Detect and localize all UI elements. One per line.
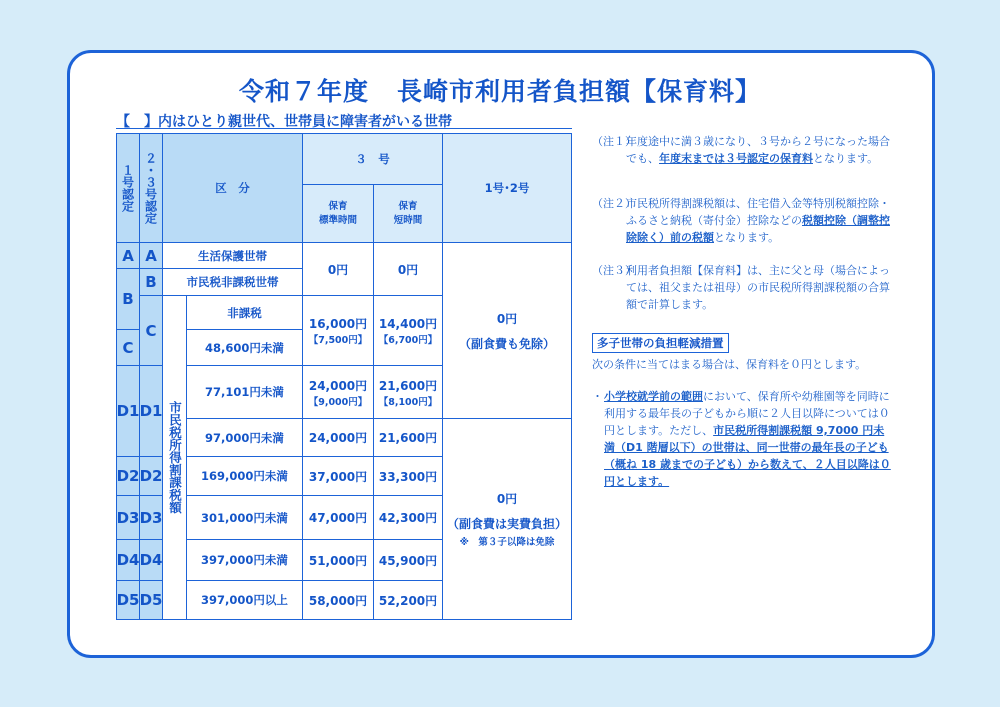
- category-cell: 397,000円以上: [186, 580, 303, 620]
- category-cell: 97,000円未満: [186, 418, 303, 457]
- subheading-underline: [116, 128, 572, 129]
- category-cell: 48,600円未満: [186, 329, 303, 366]
- fee-cell: 47,000円: [302, 495, 374, 540]
- fee-cell: 16,000円 【7,500円】: [302, 295, 374, 366]
- fee-cell: 33,300円: [373, 456, 443, 496]
- grade-cell: D2: [139, 456, 163, 496]
- multi-child-bullet: ・ 小学校就学前の範囲において、保育所や幼稚園等を同時に利用する最年長の子どもから順に２人目以降については０円とします。ただし、市民税所得割課税額 9,7000 円未満（D1 階層以下）の世帯は、同一世帯の最年長の子ども（概ね 18 歳までの子ども）から数えて、２人目以降は０円とします。: [592, 390, 891, 488]
- fee-cell-type12-upper: 0円 （副食費も免除）: [442, 242, 572, 419]
- note-2: （注２） 市民税所得割課税額は、住宅借入金等特別税額控除・ふるさと納税（寄付金）控除などの税額控除（調整控除除く）前の税額となります。: [592, 197, 890, 244]
- grade-cell: C: [116, 329, 140, 366]
- tax-vertical-label-cell: [162, 295, 187, 620]
- fee-cell-type12-lower: 0円 （副食費は実費負担） ※ 第３子以降は免除: [442, 418, 572, 620]
- fee-cell: 42,300円: [373, 495, 443, 540]
- fee-cell: 21,600円: [373, 418, 443, 457]
- grade-cell: D1: [116, 365, 140, 457]
- category-cell: 169,000円未満: [186, 456, 303, 496]
- grade-cell: A: [116, 242, 140, 269]
- grade-cell: D5: [139, 580, 163, 620]
- category-cell: 非課税: [186, 295, 303, 330]
- grade-cell: D1: [139, 365, 163, 457]
- multi-child-title: 多子世帯の負担軽減措置: [592, 333, 729, 353]
- multi-child-lead: 次の条件に当てはまる場合は、保育料を０円とします。: [592, 358, 867, 371]
- header-kubun: 区 分: [162, 133, 303, 243]
- category-cell: 生活保護世帯: [162, 242, 303, 269]
- header-type23: ２・３号認定: [139, 133, 163, 243]
- category-cell: 301,000円未満: [186, 495, 303, 540]
- fee-cell: 0円: [302, 242, 374, 296]
- category-cell: 市民税非課税世帯: [162, 268, 303, 296]
- header-standard-time: 保育 標準時間: [302, 184, 374, 243]
- header-type3: ３ 号: [302, 133, 443, 185]
- fee-cell: 24,000円: [302, 418, 374, 457]
- grade-cell: A: [139, 242, 163, 269]
- header-type12: 1号･2号: [442, 133, 572, 243]
- fee-cell: 45,900円: [373, 539, 443, 581]
- grade-cell: D5: [116, 580, 140, 620]
- grade-cell: C: [139, 295, 163, 366]
- fee-cell: 37,000円: [302, 456, 374, 496]
- category-cell: 397,000円未満: [186, 539, 303, 581]
- note-1: （注１） 年度途中に満３歳になり、３号から２号になった場合でも、年度末までは３号認定の保育料となります。: [592, 135, 890, 165]
- grade-cell: D3: [139, 495, 163, 540]
- grade-cell: D3: [116, 495, 140, 540]
- header-type1: １号認定: [116, 133, 140, 243]
- page-title: 令和７年度 長崎市利用者負担額【保育料】: [238, 77, 762, 106]
- header-short-time: 保育 短時間: [373, 184, 443, 243]
- grade-cell: B: [116, 268, 140, 330]
- grade-cell: D4: [116, 539, 140, 581]
- fee-cell: 58,000円: [302, 580, 374, 620]
- grade-cell: D2: [116, 456, 140, 496]
- tax-vertical-label: 市民税所得割課税額: [167, 401, 183, 514]
- category-cell: 77,101円未満: [186, 365, 303, 419]
- table-subheading: 【 】内はひとり親世代、世帯員に障害者がいる世帯: [116, 114, 452, 130]
- fee-cell: 24,000円 【9,000円】: [302, 365, 374, 419]
- fee-cell: 14,400円 【6,700円】: [373, 295, 443, 366]
- fee-cell: 51,000円: [302, 539, 374, 581]
- note-3: （注３） 利用者負担額【保育料】は、主に父と母（場合によっては、祖父または祖母）の市民税所得割課税額の合算額で計算します。: [592, 264, 890, 311]
- grade-cell: B: [139, 268, 163, 296]
- fee-cell: 21,600円 【8,100円】: [373, 365, 443, 419]
- fee-cell: 52,200円: [373, 580, 443, 620]
- fee-cell: 0円: [373, 242, 443, 296]
- grade-cell: D4: [139, 539, 163, 581]
